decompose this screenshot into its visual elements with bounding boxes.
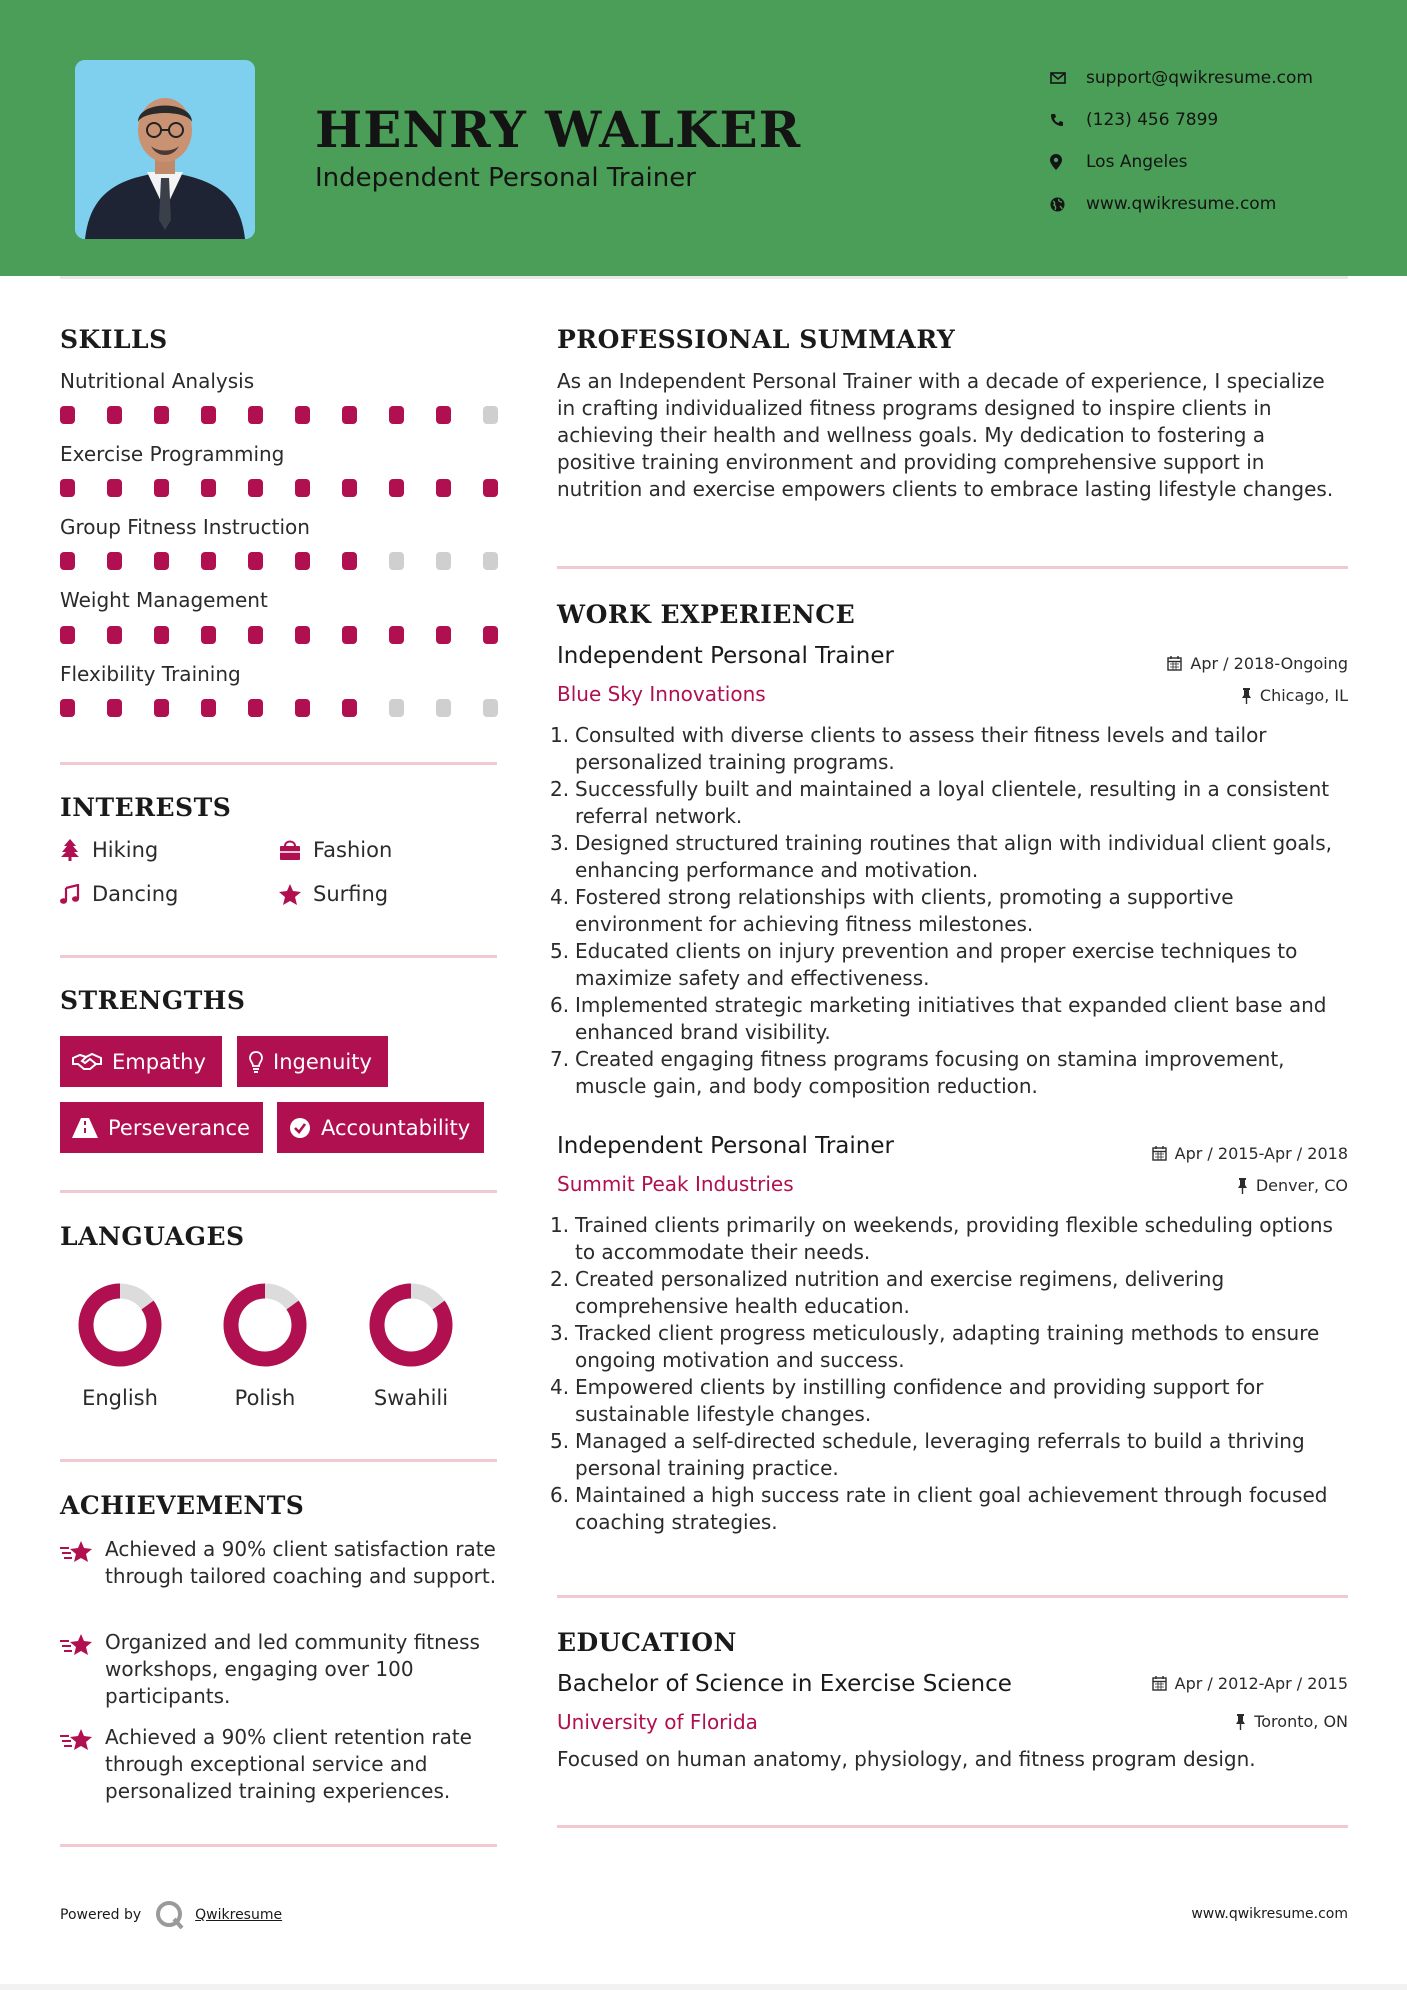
qwikresume-link[interactable]: Qwikresume: [195, 1907, 283, 1923]
strength-tag: Empathy: [60, 1036, 222, 1087]
skill-dot-filled: [201, 479, 216, 497]
section-divider: [557, 1595, 1348, 1598]
skill-dot-filled: [342, 699, 357, 717]
shooting-star-icon: [60, 1728, 94, 1752]
contact-email[interactable]: support@qwikresume.com: [1050, 57, 1313, 99]
education-heading: EDUCATION: [557, 1628, 737, 1657]
contact-website[interactable]: www.qwikresume.com: [1050, 183, 1313, 225]
skills-heading: SKILLS: [60, 325, 168, 354]
experience-heading: WORK EXPERIENCE: [557, 600, 856, 629]
job-location: Chicago, IL: [1241, 686, 1348, 705]
list-item: 1. Trained clients primarily on weekends, providing flexible scheduling options to accommodate their needs.: [550, 1213, 1333, 1264]
skill-dot-filled: [295, 552, 310, 570]
list-item: 5. Educated clients on injury prevention and proper exercise techniques to maximize safety and effectiveness.: [550, 939, 1298, 990]
section-divider: [557, 1825, 1348, 1828]
education-location: Toronto, ON: [1235, 1712, 1348, 1731]
road-icon: [72, 1118, 98, 1138]
tree-icon: [60, 839, 80, 861]
page-bottom-bar: [0, 1984, 1407, 1990]
list-item: 7. Created engaging fitness programs focusing on stamina improvement, muscle gain, and body composition reduction.: [550, 1047, 1285, 1098]
skill-dot-filled: [60, 552, 75, 570]
check-circle-icon: [289, 1117, 311, 1139]
strengths-heading: STRENGTHS: [60, 986, 246, 1015]
skill-dot-filled: [342, 626, 357, 644]
skill-dot-filled: [201, 626, 216, 644]
list-item: 1. Consulted with diverse clients to assess their fitness levels and tailor personalized training programs.: [550, 723, 1267, 774]
strength-tag: Ingenuity: [237, 1036, 388, 1087]
job-bullets: [550, 722, 1350, 1100]
skill-label: Group Fitness Instruction: [60, 515, 310, 539]
candidate-name: HENRY WALKER: [315, 100, 802, 159]
list-item: 5. Managed a self-directed schedule, leveraging referrals to build a thriving personal training practice.: [550, 1429, 1305, 1480]
interest-item: Surfing: [279, 882, 388, 906]
shooting-star-icon: [60, 1540, 94, 1564]
skill-dot-empty: [483, 406, 498, 424]
skill-dot-filled: [389, 406, 404, 424]
skill-dot-filled: [248, 699, 263, 717]
calendar-icon: [1167, 656, 1182, 671]
skill-rating: [60, 699, 500, 717]
achievement-item: Achieved a 90% client retention rate through exceptional service and personalized training experiences.: [60, 1724, 500, 1809]
interest-item: Hiking: [60, 838, 158, 862]
language-item: Swahili: [351, 1282, 471, 1410]
footer-website-link[interactable]: www.qwikresume.com: [1191, 1906, 1348, 1922]
company-name: Summit Peak Industries: [557, 1172, 794, 1196]
section-divider: [60, 955, 497, 958]
language-donut: [222, 1282, 308, 1368]
pushpin-icon: [1241, 688, 1252, 704]
skill-label: Flexibility Training: [60, 662, 241, 686]
skill-dot-filled: [342, 406, 357, 424]
skill-dot-filled: [107, 626, 122, 644]
summary-text: As an Independent Personal Trainer with a decade of experience, I specialize in crafting individualized fitness programs designed to inspire clients in achieving their health and wellness goals. My dedication to fostering a positive training environment and providing comprehensive support in nutrition and exercise empowers clients to embrace lasting lifestyle changes.: [557, 369, 1334, 501]
skill-dot-filled: [60, 479, 75, 497]
calendar-icon: [1152, 1676, 1167, 1691]
list-item: 6. Maintained a high success rate in client goal achievement through focused coaching strategies.: [550, 1483, 1328, 1534]
skill-rating: [60, 552, 500, 570]
phone-icon: [1050, 113, 1086, 127]
header-divider: [60, 276, 1348, 279]
skill-dot-filled: [248, 626, 263, 644]
skill-dot-filled: [295, 479, 310, 497]
skill-dot-empty: [483, 699, 498, 717]
pushpin-icon: [1235, 1714, 1246, 1730]
skill-dot-filled: [248, 552, 263, 570]
section-divider: [60, 1459, 497, 1462]
skill-dot-filled: [389, 626, 404, 644]
skill-dot-filled: [201, 552, 216, 570]
interests-heading: INTERESTS: [60, 793, 232, 822]
skill-dot-filled: [60, 406, 75, 424]
skill-dot-filled: [342, 552, 357, 570]
skill-dot-filled: [107, 699, 122, 717]
skill-dot-filled: [60, 626, 75, 644]
skill-dot-filled: [107, 552, 122, 570]
skill-dot-filled: [342, 479, 357, 497]
skill-dot-filled: [436, 626, 451, 644]
skill-dot-filled: [248, 406, 263, 424]
language-donut: [368, 1282, 454, 1368]
skill-dot-filled: [295, 699, 310, 717]
skill-dot-filled: [107, 479, 122, 497]
language-item: English: [60, 1282, 180, 1410]
skill-rating: [60, 406, 500, 424]
skill-dot-filled: [154, 626, 169, 644]
job-title: Independent Personal Trainer: [557, 1133, 894, 1159]
resume-header: [0, 0, 1407, 276]
candidate-title: Independent Personal Trainer: [315, 163, 696, 193]
contact-phone[interactable]: (123) 456 7899: [1050, 99, 1313, 141]
star-icon: [279, 884, 301, 905]
skill-dot-filled: [154, 552, 169, 570]
list-item: 3. Designed structured training routines that align with individual client goals, enhancing performance and motivation.: [550, 831, 1333, 882]
skill-dot-filled: [436, 406, 451, 424]
pushpin-icon: [1237, 1178, 1248, 1194]
interest-item: Fashion: [279, 838, 392, 862]
handshake-icon: [72, 1052, 102, 1072]
school-name: University of Florida: [557, 1710, 758, 1734]
skill-dot-filled: [295, 626, 310, 644]
calendar-icon: [1152, 1146, 1167, 1161]
section-divider: [557, 566, 1348, 569]
lightbulb-icon: [249, 1051, 263, 1073]
skill-dot-empty: [436, 552, 451, 570]
list-item: 6. Implemented strategic marketing initiatives that expanded client base and enhanced brand visibility.: [550, 993, 1327, 1044]
skill-label: Exercise Programming: [60, 442, 285, 466]
contact-location: Los Angeles: [1050, 141, 1313, 183]
skill-dot-filled: [154, 699, 169, 717]
shooting-star-icon: [60, 1633, 94, 1657]
shopping-bag-icon: [279, 839, 301, 861]
strength-tag: Perseverance: [60, 1102, 263, 1153]
skill-dot-filled: [483, 479, 498, 497]
skill-dot-filled: [154, 406, 169, 424]
language-item: Polish: [205, 1282, 325, 1410]
skill-label: Weight Management: [60, 588, 268, 612]
profile-photo: [75, 60, 255, 239]
skill-label: Nutritional Analysis: [60, 369, 255, 393]
achievements-heading: ACHIEVEMENTS: [60, 1491, 305, 1520]
section-divider: [60, 1844, 497, 1847]
job-dates: Apr / 2018-Ongoing: [1167, 654, 1348, 673]
skill-dot-filled: [107, 406, 122, 424]
job-location: Denver, CO: [1237, 1176, 1348, 1195]
company-name: Blue Sky Innovations: [557, 682, 766, 706]
globe-icon: [1050, 197, 1086, 212]
skill-dot-filled: [295, 406, 310, 424]
skill-dot-filled: [201, 699, 216, 717]
list-item: 4. Fostered strong relationships with clients, promoting a supportive environment for achieving fitness milestones.: [550, 885, 1234, 936]
skill-rating: [60, 626, 500, 644]
list-item: 3. Tracked client progress meticulously, adapting training methods to ensure ongoing motivation and success.: [550, 1321, 1320, 1372]
language-donut: [77, 1282, 163, 1368]
section-divider: [60, 762, 497, 765]
achievement-item: Organized and led community fitness workshops, engaging over 100 participants.: [60, 1629, 500, 1714]
interest-item: Dancing: [60, 882, 178, 906]
achievement-item: Achieved a 90% client satisfaction rate through tailored coaching and support.: [60, 1536, 500, 1621]
skill-dot-filled: [436, 479, 451, 497]
skill-dot-empty: [483, 552, 498, 570]
skill-dot-filled: [483, 626, 498, 644]
skill-dot-filled: [154, 479, 169, 497]
list-item: 2. Created personalized nutrition and exercise regimens, delivering comprehensive health education.: [550, 1267, 1225, 1318]
map-pin-icon: [1050, 154, 1086, 170]
skill-dot-filled: [248, 479, 263, 497]
strength-tag: Accountability: [277, 1102, 484, 1153]
skill-dot-empty: [389, 552, 404, 570]
contact-list: [1050, 57, 1313, 225]
job-title: Independent Personal Trainer: [557, 643, 894, 669]
qwikresume-logo-icon: [155, 1900, 185, 1930]
list-item: 2. Successfully built and maintained a loyal clientele, resulting in a consistent referral network.: [550, 777, 1330, 828]
skill-dot-empty: [389, 699, 404, 717]
skill-rating: [60, 479, 500, 497]
skill-dot-filled: [389, 479, 404, 497]
skill-dot-filled: [60, 699, 75, 717]
education-dates: Apr / 2012-Apr / 2015: [1152, 1674, 1348, 1693]
education-description: Focused on human anatomy, physiology, and fitness program design.: [557, 1747, 1256, 1771]
list-item: 4. Empowered clients by instilling confidence and providing support for sustainable lifestyle changes.: [550, 1375, 1264, 1426]
job-dates: Apr / 2015-Apr / 2018: [1152, 1144, 1348, 1163]
skill-dot-filled: [201, 406, 216, 424]
envelope-icon: [1050, 72, 1086, 84]
footer-powered-by: Powered by Qwikresume: [60, 1900, 282, 1930]
music-note-icon: [60, 884, 80, 904]
summary-heading: PROFESSIONAL SUMMARY: [557, 325, 956, 354]
languages-heading: LANGUAGES: [60, 1222, 245, 1251]
degree-title: Bachelor of Science in Exercise Science: [557, 1671, 1012, 1697]
section-divider: [60, 1190, 497, 1193]
job-bullets: [550, 1212, 1350, 1536]
skill-dot-empty: [436, 699, 451, 717]
